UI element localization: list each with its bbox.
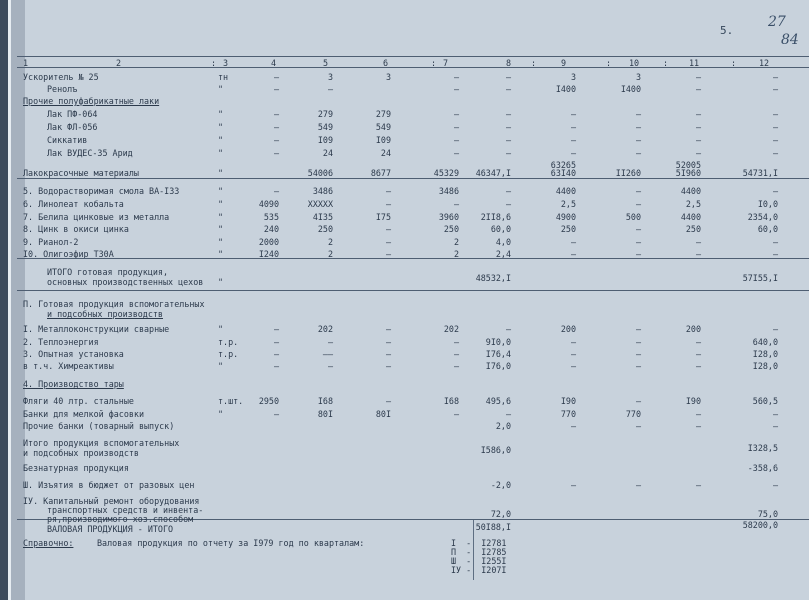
cell-c9-top: 63265 — [550, 160, 576, 170]
cell-c10: – — [635, 421, 641, 431]
row-unit: " — [218, 409, 224, 419]
cell-c5: 80I — [317, 409, 333, 419]
page-number: 5. — [720, 24, 734, 37]
cell-c10: – — [635, 237, 641, 247]
cell-c4: – — [273, 324, 279, 334]
column-header-2: 2 — [116, 58, 122, 68]
cell-c11: – — [695, 361, 701, 371]
cell-c6: – — [385, 337, 391, 347]
itogo-aux-c12: I328,5 — [747, 443, 778, 453]
spravochno-label: Справочно: — [23, 538, 74, 548]
cell-c9: I90 — [560, 396, 576, 406]
column-header-4: 4 — [271, 58, 277, 68]
cell-c4: 4090 — [258, 199, 279, 209]
cell-c11: – — [695, 135, 701, 145]
cell-c7: 2 — [453, 237, 459, 247]
cell-c8: 495,6 — [485, 396, 511, 406]
cell-c10: I400 — [620, 84, 641, 94]
cell-c12: – — [772, 84, 778, 94]
cell-c11: – — [695, 409, 701, 419]
cell-c11: 4400 — [680, 212, 701, 222]
row-name: Прочие банки (товарный выпуск) — [23, 421, 175, 431]
valovaya-label: ВАЛОВАЯ ПРОДУКЦИЯ - ИТОГО — [47, 524, 174, 534]
table-top-rule — [17, 56, 809, 57]
itogo-aux-b: и подсобных производств — [23, 448, 139, 458]
cell-c8: I76,0 — [485, 361, 511, 371]
row-name: 7. Белила цинковые из металла — [23, 212, 170, 222]
cell-c10: – — [635, 122, 641, 132]
cell-c7: – — [453, 361, 459, 371]
header-separator: : — [663, 58, 669, 68]
row-unit: " — [218, 148, 224, 158]
column-header-8: 8 — [506, 58, 512, 68]
cell-c11: 5I960 — [675, 168, 701, 178]
izyatiya-c8: -2,0 — [490, 480, 511, 490]
cell-c8: – — [505, 324, 511, 334]
cell-c5: XXXXX — [307, 199, 333, 209]
row-name: I. Металлоконструкции сварные — [23, 324, 170, 334]
header-separator: : — [731, 58, 737, 68]
izyatiya-label: Ш. Изъятия в бюджет от разовых цен — [23, 480, 195, 490]
cell-c7: – — [453, 349, 459, 359]
cell-c8: 60,0 — [490, 224, 511, 234]
cell-c8: – — [505, 84, 511, 94]
quarter-4: IУ - I207I — [451, 565, 507, 575]
column-header-11: 11 — [689, 58, 700, 68]
cell-c4: – — [273, 109, 279, 119]
cell-c5: 4I35 — [312, 212, 333, 222]
cell-c5: 54006 — [307, 168, 333, 178]
cell-c6: – — [385, 186, 391, 196]
handwritten-number-top: 27 — [768, 14, 786, 30]
cell-c6: I09 — [375, 135, 391, 145]
cell-c6: 549 — [375, 122, 391, 132]
cell-c6: – — [385, 237, 391, 247]
cell-c6: – — [385, 199, 391, 209]
cell-c4: – — [273, 72, 279, 82]
cell-c9: – — [570, 148, 576, 158]
cell-c7: 250 — [443, 224, 459, 234]
row-unit: т.р. — [218, 337, 239, 347]
cell-c12: – — [772, 135, 778, 145]
cell-c4: 240 — [263, 224, 279, 234]
cell-c12: – — [772, 249, 778, 259]
cell-c10: – — [635, 109, 641, 119]
cell-c6: – — [385, 349, 391, 359]
cell-c4: – — [273, 361, 279, 371]
cell-c8: 9I0,0 — [485, 337, 511, 347]
document-page — [8, 0, 809, 600]
table-rule — [17, 258, 809, 259]
cell-c4: – — [273, 186, 279, 196]
header-separator: : — [431, 58, 437, 68]
cell-c9: – — [570, 249, 576, 259]
cell-c12: – — [772, 122, 778, 132]
cell-c8: 46347,I — [475, 168, 511, 178]
cell-c9: – — [570, 337, 576, 347]
cell-c8: 2II8,6 — [480, 212, 511, 222]
cell-c10: – — [635, 396, 641, 406]
cell-c5: 549 — [317, 122, 333, 132]
cell-c9: – — [570, 237, 576, 247]
cell-c6: I75 — [375, 212, 391, 222]
row-name: 8. Цинк в окиси цинка — [23, 224, 129, 234]
spravochno-text: Валовая продукция по отчету за I979 год по кварталам: — [97, 538, 365, 548]
column-header-5: 5 — [323, 58, 329, 68]
beznaturnaya-label: Безнатурная продукция — [23, 463, 129, 473]
column-header-3: 3 — [223, 58, 229, 68]
row-unit: " — [218, 109, 224, 119]
cell-c4: – — [273, 122, 279, 132]
row-unit: " — [218, 249, 224, 259]
row-unit: " — [218, 237, 224, 247]
cell-c4: – — [273, 135, 279, 145]
row-name: Ренолъ — [47, 84, 78, 94]
row-name: 9. Рианол-2 — [23, 237, 79, 247]
cell-c10: – — [635, 135, 641, 145]
row-unit: " — [218, 84, 224, 94]
izyatiya-c10: – — [635, 480, 641, 490]
cell-c10: – — [635, 249, 641, 259]
table-rule — [17, 178, 809, 179]
cell-c12: 2354,0 — [747, 212, 778, 222]
column-header-12: 12 — [759, 58, 770, 68]
izyatiya-c11: – — [695, 480, 701, 490]
cell-c7: – — [453, 199, 459, 209]
cell-c9: – — [570, 361, 576, 371]
quarter-3: Ш - I255I — [451, 556, 507, 566]
cell-c6: – — [385, 224, 391, 234]
cell-c11: 200 — [685, 324, 701, 334]
header-separator: : — [606, 58, 612, 68]
handwritten-number-bottom: 84 — [781, 32, 799, 48]
valovaya-c12: 58200,0 — [742, 520, 778, 530]
cell-c6: – — [385, 249, 391, 259]
cell-c9: 200 — [560, 324, 576, 334]
cell-c12: – — [772, 72, 778, 82]
cell-c12: I28,0 — [752, 361, 778, 371]
cell-c10: – — [635, 337, 641, 347]
cell-c10: – — [635, 199, 641, 209]
cell-c10: II260 — [615, 168, 641, 178]
cell-c4: 2000 — [258, 237, 279, 247]
cell-c11: – — [695, 237, 701, 247]
cell-c5: I09 — [317, 135, 333, 145]
row-unit: " — [218, 186, 224, 196]
row-unit: " — [218, 224, 224, 234]
cell-c12: – — [772, 324, 778, 334]
cell-c5: 279 — [317, 109, 333, 119]
cell-c9: – — [570, 349, 576, 359]
cell-c11: – — [695, 109, 701, 119]
cell-c4: 2950 — [258, 396, 279, 406]
cell-c5: 3 — [327, 72, 333, 82]
cell-c12: 640,0 — [752, 337, 778, 347]
cell-c8: – — [505, 186, 511, 196]
cell-c12: – — [772, 148, 778, 158]
kapremont-c8: 72,0 — [490, 509, 511, 519]
cell-c8: – — [505, 135, 511, 145]
cell-c4: I240 — [258, 249, 279, 259]
izyatiya-c12: – — [772, 480, 778, 490]
row-unit: тн — [218, 72, 229, 82]
cell-c11: – — [695, 349, 701, 359]
cell-c11-top: 52005 — [675, 160, 701, 170]
cell-c4: – — [273, 84, 279, 94]
section-2-title-a: П. Готовая продукция вспомогательных — [23, 299, 205, 309]
cell-c9: 3 — [570, 72, 576, 82]
cell-c5: – — [327, 337, 333, 347]
cell-c12: 60,0 — [757, 224, 778, 234]
cell-c7: I68 — [443, 396, 459, 406]
quarter-1: I - I2781 — [451, 538, 507, 548]
column-header-10: 10 — [629, 58, 640, 68]
column-header-9: 9 — [561, 58, 567, 68]
header-separator: : — [211, 58, 217, 68]
izyatiya-c9: – — [570, 480, 576, 490]
cell-c4: – — [273, 337, 279, 347]
cell-c7: 202 — [443, 324, 459, 334]
row-name: Фляги 40 лтр. стальные — [23, 396, 134, 406]
itogo-main-unit: " — [218, 277, 224, 287]
row-unit: " — [218, 168, 224, 178]
row-unit: " — [218, 122, 224, 132]
cell-c9: 4900 — [555, 212, 576, 222]
cell-c11: – — [695, 72, 701, 82]
cell-c7: 45329 — [433, 168, 459, 178]
cell-c11: – — [695, 421, 701, 431]
cell-c5: 24 — [322, 148, 333, 158]
row-unit: т.р. — [218, 349, 239, 359]
cell-c9: 250 — [560, 224, 576, 234]
column-header-7: 7 — [443, 58, 449, 68]
cell-c11: – — [695, 122, 701, 132]
cell-c6: 24 — [380, 148, 391, 158]
cell-c10: – — [635, 361, 641, 371]
cell-c10: 500 — [625, 212, 641, 222]
cell-c6: – — [385, 324, 391, 334]
cell-c8: – — [505, 109, 511, 119]
beznaturnaya-c12: -358,6 — [747, 463, 778, 473]
cell-c5: –– — [322, 349, 333, 359]
cell-c7: – — [453, 148, 459, 158]
row-name: 6. Линолеат кобальта — [23, 199, 124, 209]
row-unit: " — [218, 361, 224, 371]
cell-c10: 770 — [625, 409, 641, 419]
cell-c12: – — [772, 237, 778, 247]
cell-c4: 535 — [263, 212, 279, 222]
cell-c6: – — [385, 361, 391, 371]
cell-c11: 250 — [685, 224, 701, 234]
cell-c10: 3 — [635, 72, 641, 82]
cell-c12: 54731,I — [742, 168, 778, 178]
kapremont-c: ря,производимого хоз.способом — [47, 514, 194, 524]
itogo-main-c8: 48532,I — [475, 273, 511, 283]
itogo-main-b: основных производственных цехов — [47, 277, 204, 287]
column-header-1: 1 — [23, 58, 29, 68]
cell-c11: – — [695, 84, 701, 94]
cell-c6: 8677 — [370, 168, 391, 178]
row-name: Лак ПФ-064 — [47, 109, 98, 119]
row-unit: " — [218, 199, 224, 209]
cell-c6: – — [385, 396, 391, 406]
cell-c7: 3486 — [438, 186, 459, 196]
cell-c8: – — [505, 148, 511, 158]
cell-c7: – — [453, 72, 459, 82]
cell-c12: I28,0 — [752, 349, 778, 359]
column-header-6: 6 — [383, 58, 389, 68]
quarter-2: П - I2785 — [451, 547, 507, 557]
kapremont-b: транспортных средств и инвента- — [47, 505, 204, 515]
cell-c11: – — [695, 249, 701, 259]
cell-c5: I68 — [317, 396, 333, 406]
cell-c11: 4400 — [680, 186, 701, 196]
row-name: Лакокрасочные материалы — [23, 168, 139, 178]
row-name: Банки для мелкой фасовки — [23, 409, 145, 419]
cell-c8: 2,4 — [495, 249, 511, 259]
cell-c12: – — [772, 421, 778, 431]
cell-c9: – — [570, 122, 576, 132]
cell-c8: – — [505, 199, 511, 209]
cell-c10: – — [635, 324, 641, 334]
cell-c6: 80I — [375, 409, 391, 419]
cell-c12: – — [772, 186, 778, 196]
cell-c5: 250 — [317, 224, 333, 234]
cell-c7: 3960 — [438, 212, 459, 222]
row-unit: " — [218, 324, 224, 334]
row-name: в т.ч. Химреактивы — [23, 361, 114, 371]
row-unit: " — [218, 135, 224, 145]
row-name: Лак ФЛ-056 — [47, 122, 98, 132]
cell-c6: 3 — [385, 72, 391, 82]
cell-c10: – — [635, 148, 641, 158]
cell-c8: 4,0 — [495, 237, 511, 247]
itogo-aux-c8: I586,0 — [480, 445, 511, 455]
cell-c10: – — [635, 224, 641, 234]
cell-c9: 2,5 — [560, 199, 576, 209]
cell-c5: 3486 — [312, 186, 333, 196]
cell-c12: – — [772, 109, 778, 119]
cell-c9: – — [570, 135, 576, 145]
cell-c5: 202 — [317, 324, 333, 334]
cell-c12: I0,0 — [757, 199, 778, 209]
cell-c11: I90 — [685, 396, 701, 406]
cell-c5: 2 — [327, 249, 333, 259]
cell-c9: 770 — [560, 409, 576, 419]
header-separator: : — [531, 58, 537, 68]
cell-c7: – — [453, 337, 459, 347]
cell-c10: – — [635, 349, 641, 359]
section-4-title: 4. Производство тары — [23, 379, 124, 389]
table-rule — [17, 290, 809, 291]
valovaya-c8: 50I88,I — [475, 522, 511, 532]
cell-c12: 560,5 — [752, 396, 778, 406]
row-name: 5. Водорастворимая смола ВА-I33 — [23, 186, 180, 196]
cell-c8: – — [505, 122, 511, 132]
cell-c7: – — [453, 122, 459, 132]
cell-c5: – — [327, 84, 333, 94]
cell-c4: – — [273, 349, 279, 359]
itogo-main-c12: 57I55,I — [742, 273, 778, 283]
row-name: I0. Олигоэфир Т30А — [23, 249, 114, 259]
row-name: 3. Опытная установка — [23, 349, 124, 359]
cell-c8: I76,4 — [485, 349, 511, 359]
cell-c11: 2,5 — [685, 199, 701, 209]
kapremont-c12: 75,0 — [757, 509, 778, 519]
cell-c8: – — [505, 409, 511, 419]
itogo-main-a: ИТОГО готовая продукция, — [47, 267, 169, 277]
row-name: Лак ВУДЕС-35 Арид — [47, 148, 133, 158]
cell-c5: – — [327, 361, 333, 371]
cell-c7: – — [453, 135, 459, 145]
cell-c4: – — [273, 148, 279, 158]
kapremont-a: IУ. Капитальный ремонт оборудования — [23, 496, 200, 506]
cell-c9: – — [570, 109, 576, 119]
cell-c11: – — [695, 148, 701, 158]
cell-c4: – — [273, 409, 279, 419]
row-name: Ускоритель № 25 — [23, 72, 99, 82]
cell-c9: 4400 — [555, 186, 576, 196]
cell-c8: – — [505, 72, 511, 82]
cell-c10: – — [635, 186, 641, 196]
row-name: Сиккатив — [47, 135, 88, 145]
row-name: 2. Теплоэнергия — [23, 337, 99, 347]
itogo-aux-a: Итого продукция вспомогательных — [23, 438, 180, 448]
cell-c7: – — [453, 409, 459, 419]
cell-c7: – — [453, 109, 459, 119]
cell-c11: – — [695, 337, 701, 347]
cell-c9: – — [570, 421, 576, 431]
cell-c7: 2 — [453, 249, 459, 259]
cell-c8: 2,0 — [495, 421, 511, 431]
cell-c7: – — [453, 84, 459, 94]
row-unit: т.шт. — [218, 396, 244, 406]
cell-c6: 279 — [375, 109, 391, 119]
row-name: Прочие полуфабрикатные лаки — [23, 96, 160, 106]
section-2-title-b: и подсобных производств — [47, 309, 163, 319]
cell-c12: – — [772, 409, 778, 419]
cell-c9: I400 — [555, 84, 576, 94]
cell-c5: 2 — [327, 237, 333, 247]
cell-c9: 63I40 — [550, 168, 576, 178]
row-unit: " — [218, 212, 224, 222]
